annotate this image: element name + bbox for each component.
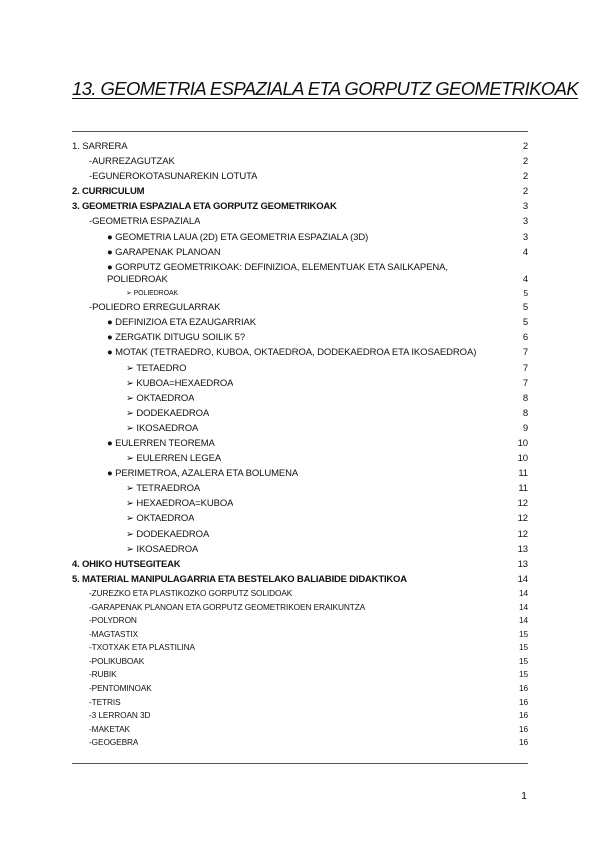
toc-entry-label: ➢ DODEKAEDROA	[126, 528, 210, 540]
toc-entry-page: 2	[522, 141, 528, 152]
toc-entry-page: 15	[518, 642, 528, 653]
toc-entry[interactable]	[72, 436, 528, 451]
toc-entry-label: ● GARAPENAK PLANOAN	[107, 246, 221, 258]
toc-entry-page: 6	[522, 332, 528, 344]
toc-entry-page: 16	[518, 737, 528, 748]
toc-entry-label: ➢ OKTAEDROA	[126, 392, 195, 404]
toc-entry[interactable]	[72, 572, 528, 587]
toc-entry[interactable]	[72, 199, 528, 214]
toc-entry-page: 8	[522, 407, 528, 419]
toc-entry-label: ➢ IKOSAEDROA	[126, 543, 199, 555]
toc-entry[interactable]	[72, 376, 528, 391]
toc-entry-page: 3	[522, 231, 528, 243]
toc-entry[interactable]	[72, 154, 528, 169]
toc-entry-page: 14	[517, 573, 528, 585]
toc-entry[interactable]	[72, 214, 528, 229]
top-divider	[72, 131, 528, 132]
toc-entry-label: ➢ OKTAEDROA	[126, 513, 195, 525]
toc-entry-label: -POLYDRON	[89, 615, 137, 626]
toc-entry-label: -POLIKUBOAK	[89, 655, 145, 666]
toc-entry-page: 3	[522, 201, 528, 213]
toc-entry-page: 7	[522, 362, 528, 374]
toc-entry-page: 8	[522, 392, 528, 404]
toc-entry-label: 4. OHIKO HUTSEGITEAK	[72, 558, 181, 570]
toc-entry[interactable]	[72, 587, 528, 601]
toc-entry-page: 10	[517, 453, 528, 465]
toc-entry-page: 15	[518, 628, 528, 639]
toc-entry-label: -MAKETAK	[89, 723, 130, 734]
toc-entry[interactable]	[72, 345, 528, 360]
toc-entry[interactable]	[72, 628, 528, 642]
toc-entry[interactable]	[72, 451, 528, 466]
toc-entry-page: 5	[523, 287, 528, 298]
toc-entry-page: 5	[522, 302, 528, 314]
toc-entry[interactable]	[72, 315, 528, 330]
toc-entry-page: 9	[522, 422, 528, 434]
toc-entry[interactable]	[72, 169, 528, 184]
toc-entry-label: ● GORPUTZ GEOMETRIKOAK: DEFINIZIOA, ELEMENTUAK ETA SAILKAPENA, POLIEDROAK	[107, 261, 448, 285]
toc-entry-page: 5	[522, 317, 528, 329]
toc-entry-page: 15	[518, 669, 528, 680]
toc-entry-label: ➢ POLIEDROAK	[126, 289, 179, 297]
toc-entry-label: ● ZERGATIK DITUGU SOILIK 5?	[107, 332, 246, 344]
toc-entry[interactable]	[72, 557, 528, 572]
toc-entry-label: ➢ DODEKAEDROA	[126, 407, 210, 419]
toc-entry-label: ● MOTAK (TETRAEDRO, KUBOA, OKTAEDROA, DODEKAEDROA ETA IKOSAEDROA)	[107, 347, 477, 359]
toc-entry[interactable]	[72, 709, 528, 723]
toc-entry-page: 16	[518, 710, 528, 721]
toc-entry-page: 14	[518, 587, 528, 598]
toc-entry[interactable]	[72, 391, 528, 406]
toc-entry-label: -ZUREZKO ETA PLASTIKOZKO GORPUTZ SOLIDOAK	[89, 587, 293, 598]
toc-entry[interactable]	[72, 230, 528, 245]
toc-entry-page: 15	[518, 655, 528, 666]
toc-entry-page: 11	[518, 483, 528, 495]
toc-entry[interactable]	[72, 421, 528, 436]
toc-entry-page: 13	[517, 558, 528, 570]
toc-entry-page: 14	[518, 615, 528, 626]
toc-entry[interactable]	[72, 496, 528, 511]
toc-entry-page: 12	[517, 528, 528, 540]
toc-entry[interactable]	[72, 542, 528, 557]
toc-entry-label: -PENTOMINOAK	[89, 683, 152, 694]
toc-entry[interactable]	[72, 481, 528, 496]
toc-entry[interactable]	[72, 723, 528, 737]
bottom-divider	[72, 763, 528, 764]
toc-entry[interactable]	[72, 601, 528, 615]
toc-entry[interactable]	[72, 406, 528, 421]
toc-entry[interactable]	[72, 527, 528, 542]
toc-entry-page: 11	[518, 468, 528, 480]
toc-entry-label: -POLIEDRO ERREGULARRAK	[89, 302, 221, 314]
toc-entry[interactable]	[72, 736, 528, 750]
toc-entry-label: -3 LERROAN 3D	[89, 710, 151, 721]
toc-entry-label: -EGUNEROKOTASUNAREKIN LOTUTA	[89, 171, 258, 183]
toc-entry[interactable]	[72, 184, 528, 199]
toc-entry-label: ➢ EULERREN LEGEA	[126, 453, 222, 465]
toc-entry-label: ● PERIMETROA, AZALERA ETA BOLUMENA	[107, 468, 299, 480]
toc-entry[interactable]	[72, 641, 528, 655]
toc-entry[interactable]	[72, 696, 528, 710]
toc-entry-label: ● EULERREN TEOREMA	[107, 437, 215, 449]
toc-entry-page: 4	[522, 273, 528, 285]
toc-entry-label: 2. CURRICULUM	[72, 186, 145, 198]
toc-entry[interactable]	[72, 511, 528, 526]
toc-entry[interactable]	[72, 361, 528, 376]
toc-entry[interactable]	[72, 245, 528, 260]
toc-entry-page: 14	[518, 601, 528, 612]
toc-entry-label: 5. MATERIAL MANIPULAGARRIA ETA BESTELAKO BALIABIDE DIDAKTIKOA	[72, 573, 407, 585]
toc-entry-page: 12	[517, 498, 528, 510]
toc-entry-page: 16	[518, 696, 528, 707]
toc-entry-page: 16	[518, 683, 528, 694]
toc-entry-label: ● DEFINIZIOA ETA EZAUGARRIAK	[107, 317, 256, 329]
toc-entry-label: 1. SARRERA	[72, 141, 128, 152]
toc-entry[interactable]	[72, 682, 528, 696]
toc-entry-page: 16	[518, 723, 528, 734]
toc-entry-label: -MAGTASTIX	[89, 628, 139, 639]
toc-entry-label: -GEOMETRIA ESPAZIALA	[89, 216, 201, 228]
toc-entry[interactable]	[72, 466, 528, 481]
toc-entry[interactable]	[72, 300, 528, 315]
toc-entry[interactable]	[72, 330, 528, 345]
toc-entry-label: ➢ TETRAEDROA	[126, 483, 201, 495]
toc-entry-label: ➢ IKOSAEDROA	[126, 422, 199, 434]
toc-entry[interactable]	[72, 287, 528, 300]
toc-entry[interactable]	[72, 668, 528, 682]
page-title: 13. GEOMETRIA ESPAZIALA ETA GORPUTZ GEOMETRIKOAK	[72, 78, 579, 99]
toc-entry-page: 7	[522, 347, 528, 359]
page-number: 1	[521, 790, 527, 802]
toc-entry-label: ➢ KUBOA=HEXAEDROA	[126, 377, 234, 389]
toc-entry-label: ➢ TETAEDRO	[126, 362, 187, 374]
toc-entry[interactable]	[72, 139, 528, 154]
toc-entry-label: 3. GEOMETRIA ESPAZIALA ETA GORPUTZ GEOMETRIKOAK	[72, 201, 337, 213]
toc-entry-label: -TXOTXAK ETA PLASTILINA	[89, 642, 195, 653]
toc-entry-page: 2	[522, 156, 528, 168]
toc-entry-label: ● GEOMETRIA LAUA (2D) ETA GEOMETRIA ESPAZIALA (3D)	[107, 231, 369, 243]
toc-entry-label: -RUBIK	[89, 669, 117, 680]
toc-entry-page: 12	[517, 513, 528, 525]
toc-entry-page: 2	[522, 171, 528, 183]
toc-entry-page: 10	[517, 437, 528, 449]
toc-entry-page: 4	[522, 246, 528, 258]
table-of-contents	[72, 139, 528, 750]
toc-entry-page: 7	[522, 377, 528, 389]
toc-entry-page: 13	[517, 543, 528, 555]
toc-entry-label: -TETRIS	[89, 696, 121, 707]
toc-entry-label: -GEOGEBRA	[89, 737, 139, 748]
toc-entry[interactable]	[72, 655, 528, 669]
toc-entry[interactable]	[72, 260, 528, 287]
toc-entry[interactable]	[72, 614, 528, 628]
toc-entry-page: 3	[522, 216, 528, 228]
toc-entry-label: -GARAPENAK PLANOAN ETA GORPUTZ GEOMETRIKOEN ERAIKUNTZA	[89, 601, 366, 612]
toc-entry-page: 2	[522, 186, 528, 198]
toc-entry-label: ➢ HEXAEDROA=KUBOA	[126, 498, 234, 510]
toc-entry-label: -AURREZAGUTZAK	[89, 156, 175, 168]
